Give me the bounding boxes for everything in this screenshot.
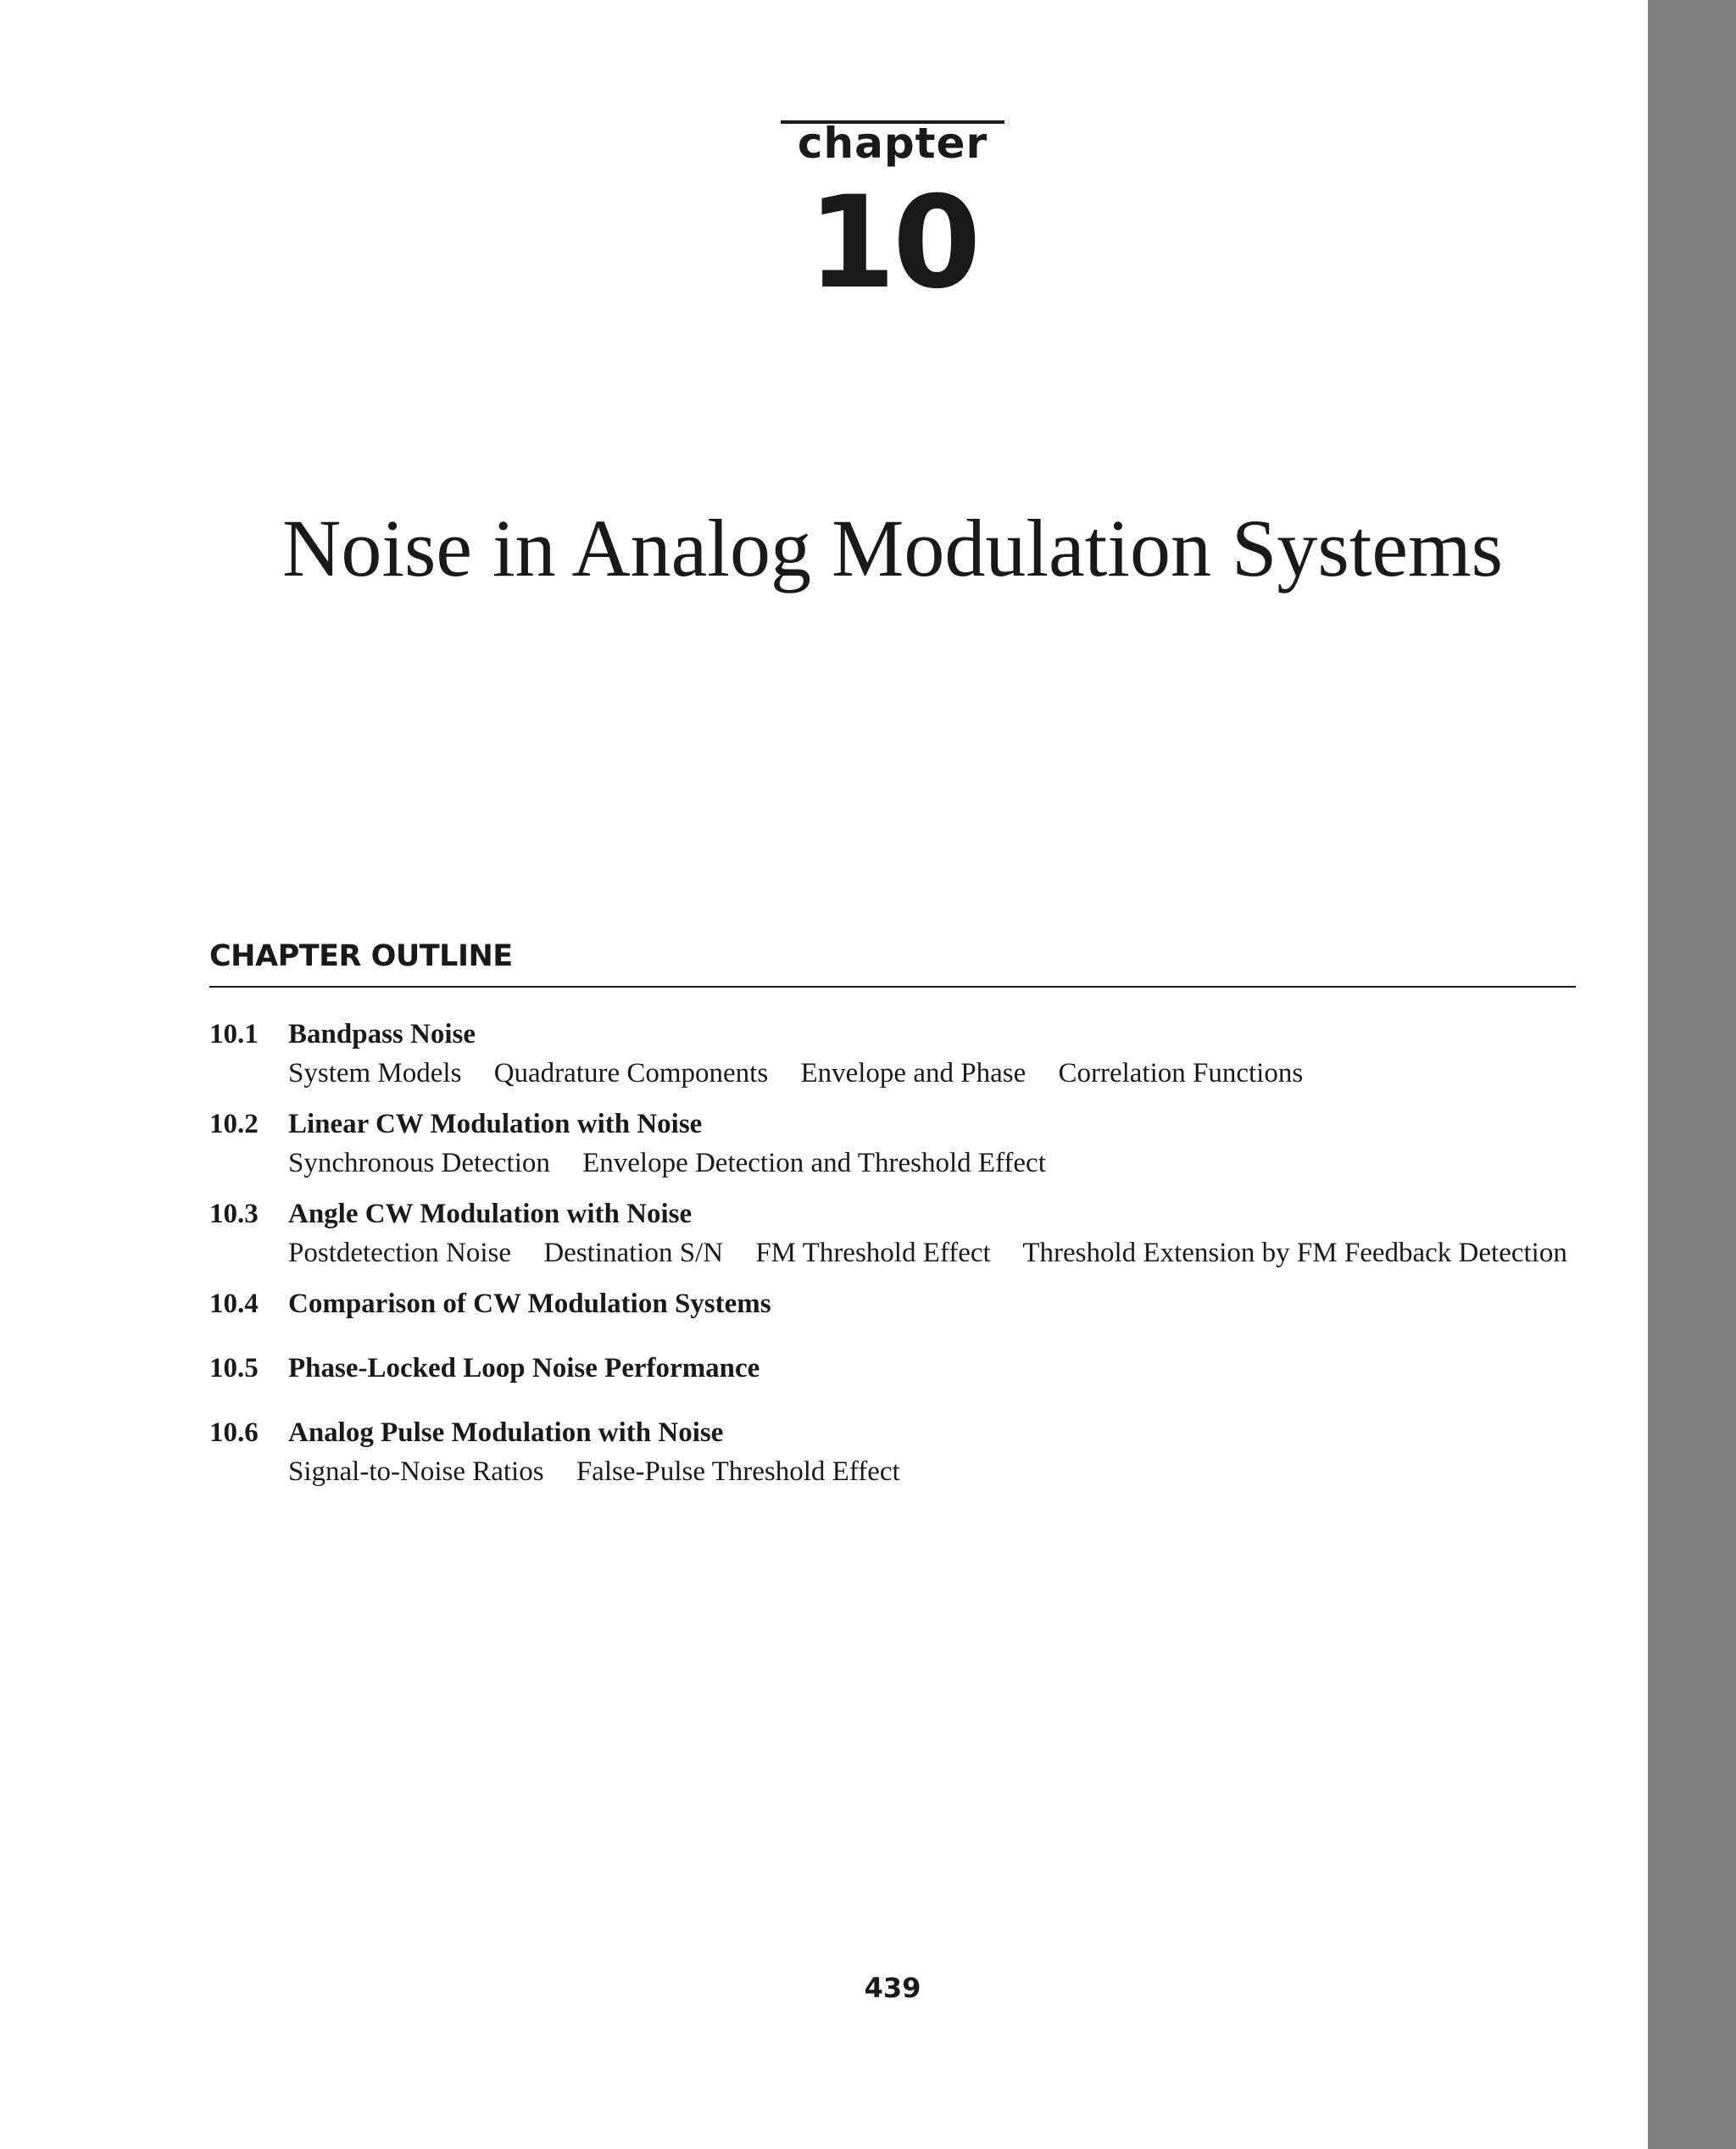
outline-section bbox=[209, 1348, 1583, 1389]
page-edge-band bbox=[1648, 0, 1736, 2149]
outline-section bbox=[209, 1194, 1583, 1272]
section-number: 10.2 bbox=[209, 1109, 259, 1139]
subsection-title: Envelope and Phase bbox=[800, 1058, 1027, 1088]
section-title: Analog Pulse Modulation with Noise bbox=[288, 1417, 724, 1448]
subsection-title: System Models bbox=[288, 1058, 462, 1088]
subsection-title: FM Threshold Effect bbox=[755, 1238, 991, 1268]
section-title: Comparison of CW Modulation Systems bbox=[288, 1289, 771, 1319]
subsection-title: Correlation Functions bbox=[1058, 1058, 1304, 1088]
outline-divider bbox=[209, 986, 1576, 988]
chapter-label: chapter bbox=[797, 119, 988, 168]
outline-section bbox=[209, 1014, 1583, 1092]
outline-section bbox=[209, 1104, 1583, 1182]
outline-section bbox=[209, 1412, 1583, 1490]
subsection-title: Threshold Extension by FM Feedback Detection bbox=[1022, 1238, 1567, 1268]
section-title: Angle CW Modulation with Noise bbox=[288, 1199, 693, 1229]
chapter-title: Noise in Analog Modulation Systems bbox=[282, 503, 1503, 593]
section-number: 10.5 bbox=[209, 1353, 259, 1383]
chapter-outline bbox=[209, 1014, 1583, 1502]
outline-section bbox=[209, 1283, 1583, 1324]
section-title: Linear CW Modulation with Noise bbox=[288, 1109, 703, 1139]
subsection-title: Envelope Detection and Threshold Effect bbox=[582, 1148, 1046, 1178]
section-number: 10.1 bbox=[209, 1019, 259, 1049]
section-title: Bandpass Noise bbox=[288, 1019, 476, 1049]
subsection-title: Synchronous Detection bbox=[288, 1148, 550, 1178]
chapter-number: 10 bbox=[807, 170, 978, 317]
subsection-title: Postdetection Noise bbox=[288, 1238, 512, 1268]
subsection-title: Quadrature Components bbox=[493, 1058, 769, 1088]
subsection-title: Signal-to-Noise Ratios bbox=[288, 1456, 544, 1487]
section-number: 10.3 bbox=[209, 1199, 259, 1229]
outline-heading: CHAPTER OUTLINE bbox=[209, 939, 513, 973]
subsection-title: Destination S/N bbox=[543, 1238, 724, 1268]
section-number: 10.6 bbox=[209, 1417, 259, 1448]
subsection-title: False-Pulse Threshold Effect bbox=[576, 1456, 900, 1487]
section-title: Phase-Locked Loop Noise Performance bbox=[288, 1353, 760, 1383]
section-number: 10.4 bbox=[209, 1289, 259, 1319]
page-number: 439 bbox=[864, 1972, 921, 2004]
